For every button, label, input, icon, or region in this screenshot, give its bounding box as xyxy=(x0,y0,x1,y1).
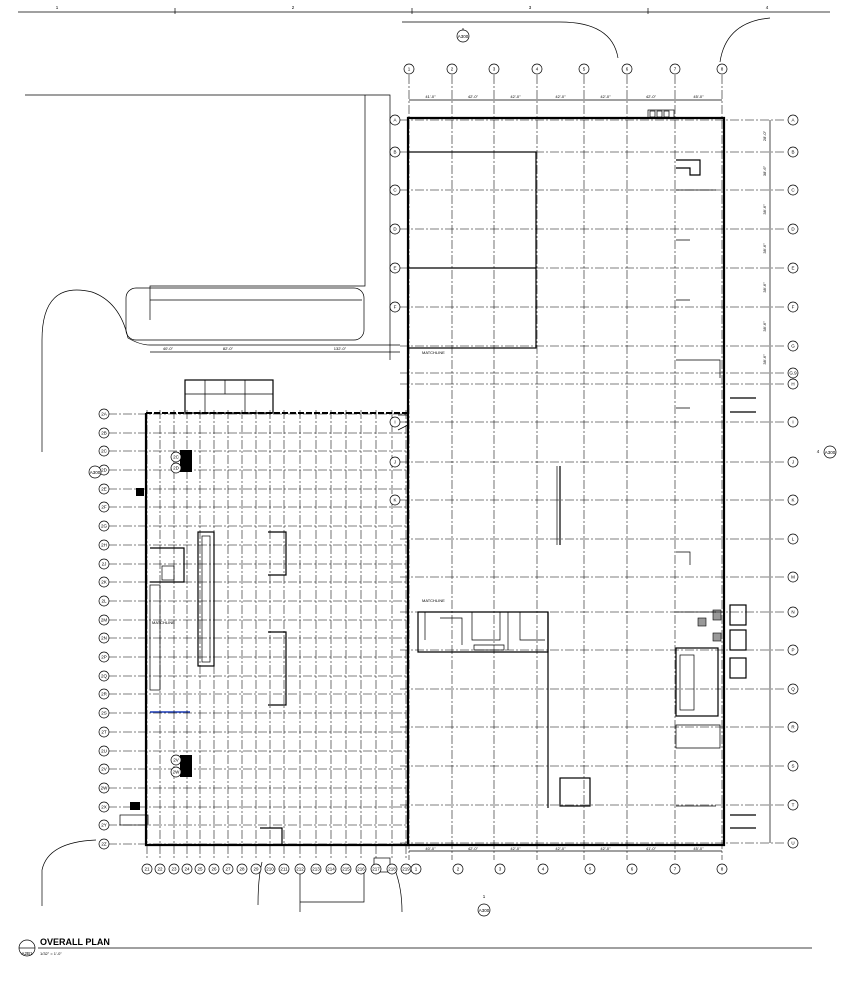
svg-text:5: 5 xyxy=(582,66,586,72)
row-bubble xyxy=(788,457,798,467)
bottom-column-bubbles xyxy=(142,864,727,874)
row-bubble xyxy=(788,115,798,125)
column-bubble xyxy=(279,864,289,874)
svg-text:219: 219 xyxy=(402,866,410,872)
svg-text:212: 212 xyxy=(296,866,304,872)
svg-text:P: P xyxy=(791,647,795,653)
svg-text:7: 7 xyxy=(673,866,677,872)
row-bubble xyxy=(99,652,109,662)
row-bubble xyxy=(788,684,798,694)
row-bubble xyxy=(390,495,400,505)
row-bubble xyxy=(788,147,798,157)
svg-text:7: 7 xyxy=(673,66,677,72)
dimension-text: 45'-0" xyxy=(693,846,704,851)
svg-text:U: U xyxy=(791,840,795,846)
svg-text:25: 25 xyxy=(197,866,203,872)
column-bubble xyxy=(311,864,321,874)
svg-text:2Q: 2Q xyxy=(100,673,108,679)
svg-text:B: B xyxy=(791,149,795,155)
svg-text:214: 214 xyxy=(327,866,335,872)
column-bubble xyxy=(326,864,336,874)
dimension-text: 41'-0" xyxy=(425,94,436,99)
svg-text:2: 2 xyxy=(450,66,454,72)
svg-text:2K: 2K xyxy=(101,579,107,585)
matchline-label: MATCHLINE xyxy=(152,620,175,625)
east-building xyxy=(408,110,756,845)
svg-text:2D: 2D xyxy=(101,467,107,473)
svg-text:Q: Q xyxy=(791,686,795,692)
row-bubble xyxy=(99,633,109,643)
west-row-bubbles xyxy=(99,409,181,849)
column-bubble xyxy=(142,864,152,874)
dimension-text: 38'-6" xyxy=(762,321,767,332)
svg-text:E: E xyxy=(791,265,795,271)
column-bubble xyxy=(489,64,499,74)
section-tag-left xyxy=(89,466,101,478)
svg-text:2T: 2T xyxy=(101,729,107,735)
svg-text:2Y: 2Y xyxy=(101,822,107,828)
dimension-text: 40'-0" xyxy=(425,846,436,851)
svg-text:T: T xyxy=(791,802,795,808)
column-bubble xyxy=(585,864,595,874)
svg-text:2: 2 xyxy=(456,866,460,872)
svg-text:M: M xyxy=(791,574,795,580)
svg-text:R: R xyxy=(791,724,795,730)
zone-label: 1 xyxy=(55,5,59,10)
svg-text:D: D xyxy=(791,226,795,232)
svg-text:K: K xyxy=(393,497,397,503)
row-bubble xyxy=(99,540,109,550)
row-bubble xyxy=(390,417,400,427)
row-bubble xyxy=(390,302,400,312)
svg-text:2N: 2N xyxy=(101,635,107,641)
svg-text:8: 8 xyxy=(720,866,724,872)
drawing-scale: 1/32" = 1'-0" xyxy=(40,951,62,956)
svg-text:2B: 2B xyxy=(101,430,107,436)
row-bubble xyxy=(99,577,109,587)
svg-text:4: 4 xyxy=(541,866,545,872)
row-bubble xyxy=(788,495,798,505)
row-bubble xyxy=(171,463,181,473)
svg-text:2A: 2A xyxy=(101,411,107,417)
row-bubble xyxy=(788,185,798,195)
row-bubble xyxy=(788,722,798,732)
svg-text:J: J xyxy=(393,459,397,465)
svg-text:J: J xyxy=(791,459,795,465)
svg-text:211: 211 xyxy=(280,866,288,872)
row-bubble xyxy=(99,783,109,793)
row-bubble xyxy=(99,428,109,438)
svg-text:23: 23 xyxy=(171,866,177,872)
row-bubble xyxy=(390,147,400,157)
svg-text:N: N xyxy=(791,609,795,615)
row-bubble xyxy=(788,341,798,351)
svg-text:A: A xyxy=(393,117,397,123)
row-bubble xyxy=(788,368,798,378)
row-bubble xyxy=(99,671,109,681)
row-bubble xyxy=(99,689,109,699)
svg-text:D: D xyxy=(393,226,397,232)
column-bubble xyxy=(717,64,727,74)
svg-text:210: 210 xyxy=(266,866,274,872)
row-bubble xyxy=(390,115,400,125)
column-bubble xyxy=(670,64,680,74)
dimension-text: 42'-0" xyxy=(555,94,566,99)
row-bubble xyxy=(390,224,400,234)
row-bubble xyxy=(171,755,181,765)
column-bubble xyxy=(387,864,397,874)
svg-text:215: 215 xyxy=(342,866,350,872)
drawing-title: OVERALL PLAN xyxy=(40,937,110,947)
svg-text:2C: 2C xyxy=(101,448,107,454)
svg-text:S: S xyxy=(791,763,795,769)
svg-text:A300: A300 xyxy=(478,908,490,913)
dimension-text: 132'-0" xyxy=(333,346,347,351)
svg-text:2G: 2G xyxy=(100,523,108,529)
dimension-text: 42'-0" xyxy=(510,846,521,851)
svg-text:I: I xyxy=(792,419,794,425)
svg-text:4: 4 xyxy=(816,449,820,454)
section-tag-top xyxy=(457,28,469,42)
east-row-bubbles xyxy=(390,115,798,848)
row-bubble xyxy=(788,838,798,848)
svg-text:2E: 2E xyxy=(101,486,107,492)
row-bubble xyxy=(99,502,109,512)
row-bubble xyxy=(788,534,798,544)
svg-text:6: 6 xyxy=(630,866,634,872)
svg-text:2X: 2X xyxy=(101,804,107,810)
column-bubble xyxy=(265,864,275,874)
dimension-text: 42'-0" xyxy=(600,846,611,851)
svg-text:6: 6 xyxy=(625,66,629,72)
dimension-text: 40'-0" xyxy=(162,346,174,351)
row-bubble xyxy=(788,379,798,389)
svg-text:2M: 2M xyxy=(100,617,108,623)
dimension-text: 42'-0" xyxy=(600,94,611,99)
row-bubble xyxy=(99,446,109,456)
svg-text:28: 28 xyxy=(239,866,245,872)
svg-text:B: B xyxy=(393,149,397,155)
column-bubble xyxy=(356,864,366,874)
row-bubble xyxy=(99,615,109,625)
row-bubble xyxy=(99,820,109,830)
svg-text:218: 218 xyxy=(388,866,396,872)
sheet-border-top xyxy=(18,5,830,14)
row-bubble xyxy=(171,767,181,777)
dimension-text: 28'-0" xyxy=(762,130,767,142)
svg-text:2W: 2W xyxy=(172,769,180,775)
svg-text:2D: 2D xyxy=(173,465,179,471)
column-bubble xyxy=(223,864,233,874)
svg-text:L: L xyxy=(791,536,795,542)
column-bubble xyxy=(622,64,632,74)
svg-text:21: 21 xyxy=(144,866,150,872)
column-bubble xyxy=(169,864,179,874)
dimension-text: 38'-6" xyxy=(762,204,767,215)
row-bubble xyxy=(788,800,798,810)
svg-text:216: 216 xyxy=(357,866,365,872)
drawing-title-block xyxy=(19,937,812,956)
svg-text:G: G xyxy=(791,343,795,349)
row-bubble xyxy=(390,263,400,273)
svg-text:8: 8 xyxy=(720,66,724,72)
zone-label: 3 xyxy=(528,5,532,10)
section-tag-right xyxy=(817,446,836,458)
dimension-strings xyxy=(150,94,770,851)
row-bubble xyxy=(99,708,109,718)
row-bubble xyxy=(99,839,109,849)
svg-text:H: H xyxy=(791,381,795,387)
svg-text:E: E xyxy=(393,265,397,271)
column-bubble xyxy=(447,64,457,74)
east-column-bubbles xyxy=(404,64,727,74)
title-tag: A2B1 xyxy=(21,951,33,956)
svg-text:A300: A300 xyxy=(824,450,836,455)
row-bubble xyxy=(99,596,109,606)
matchline-labels xyxy=(152,350,445,625)
dimension-text: 42'-0" xyxy=(510,94,521,99)
row-bubble xyxy=(788,645,798,655)
row-bubble xyxy=(171,452,181,462)
row-bubble xyxy=(788,302,798,312)
svg-text:29: 29 xyxy=(253,866,259,872)
svg-text:G.9: G.9 xyxy=(789,370,797,376)
svg-text:24: 24 xyxy=(184,866,190,872)
section-tag-bottom xyxy=(478,894,490,916)
dimension-text: 42'-0" xyxy=(467,846,479,851)
svg-text:2C: 2C xyxy=(173,454,179,460)
row-bubble xyxy=(99,802,109,812)
svg-text:1: 1 xyxy=(407,66,411,72)
column-bubble xyxy=(411,864,421,874)
svg-text:2L: 2L xyxy=(101,598,107,604)
column-bubble xyxy=(155,864,165,874)
svg-text:27: 27 xyxy=(225,866,231,872)
svg-text:2V: 2V xyxy=(101,766,107,772)
svg-text:22: 22 xyxy=(157,866,163,872)
column-bubble xyxy=(717,864,727,874)
column-bubble xyxy=(538,864,548,874)
row-bubble xyxy=(788,761,798,771)
svg-text:2P: 2P xyxy=(101,654,107,660)
dimension-text: 42'-0" xyxy=(555,846,566,851)
svg-text:I: I xyxy=(394,419,396,425)
row-bubble xyxy=(99,727,109,737)
column-bubble xyxy=(404,64,414,74)
svg-text:3: 3 xyxy=(492,66,496,72)
column-bubble xyxy=(495,864,505,874)
dimension-text: 42'-0" xyxy=(645,94,657,99)
svg-text:1: 1 xyxy=(482,894,486,899)
svg-text:A: A xyxy=(791,117,795,123)
column-bubble xyxy=(670,864,680,874)
column-bubble xyxy=(295,864,305,874)
svg-text:2V: 2V xyxy=(173,757,179,763)
svg-text:F: F xyxy=(393,304,397,310)
row-bubble xyxy=(390,185,400,195)
dimension-text: 42'-0" xyxy=(467,94,479,99)
zone-label: 4 xyxy=(765,5,769,10)
column-bubble xyxy=(341,864,351,874)
west-grid-lines xyxy=(108,410,408,860)
row-bubble xyxy=(788,417,798,427)
svg-text:213: 213 xyxy=(312,866,320,872)
svg-text:2F: 2F xyxy=(101,504,107,510)
svg-text:A300: A300 xyxy=(89,470,101,475)
column-bubble xyxy=(627,864,637,874)
svg-text:C: C xyxy=(791,187,795,193)
row-bubble xyxy=(99,764,109,774)
row-bubble xyxy=(788,263,798,273)
svg-text:3: 3 xyxy=(498,866,502,872)
row-bubble xyxy=(788,224,798,234)
row-bubble xyxy=(788,572,798,582)
column-bubble xyxy=(532,64,542,74)
zone-label: 2 xyxy=(291,5,295,10)
svg-text:K: K xyxy=(791,497,795,503)
svg-text:5: 5 xyxy=(588,866,592,872)
column-bubble xyxy=(371,864,381,874)
column-bubble xyxy=(453,864,463,874)
column-bubble xyxy=(182,864,192,874)
column-bubble xyxy=(251,864,261,874)
svg-text:2R: 2R xyxy=(101,691,107,697)
row-bubble xyxy=(99,559,109,569)
column-bubble xyxy=(579,64,589,74)
row-bubble xyxy=(99,746,109,756)
column-bubble xyxy=(209,864,219,874)
west-building xyxy=(120,380,408,872)
svg-text:2U: 2U xyxy=(101,748,107,754)
matchline-label: MATCHLINE xyxy=(422,350,445,355)
dimension-text: 41'-0" xyxy=(645,846,657,851)
row-bubble xyxy=(99,521,109,531)
column-bubble xyxy=(195,864,205,874)
svg-text:2Z: 2Z xyxy=(101,841,107,847)
svg-text:F: F xyxy=(791,304,795,310)
dimension-text: 38'-6" xyxy=(762,282,767,293)
svg-text:2J: 2J xyxy=(101,561,107,567)
svg-text:1: 1 xyxy=(414,866,418,872)
row-bubble xyxy=(390,457,400,467)
svg-text:26: 26 xyxy=(211,866,217,872)
row-bubble xyxy=(788,607,798,617)
svg-text:2H: 2H xyxy=(101,542,107,548)
column-bubble xyxy=(237,864,247,874)
dimension-text: 45'-0" xyxy=(693,94,704,99)
column-bubble xyxy=(401,864,411,874)
east-grid-lines xyxy=(400,75,786,860)
row-bubble xyxy=(99,409,109,419)
row-bubble xyxy=(99,484,109,494)
svg-text:C: C xyxy=(393,187,397,193)
dimension-text: 38'-6" xyxy=(762,243,767,254)
svg-text:2W: 2W xyxy=(100,785,108,791)
dimension-text: 38'-6" xyxy=(762,165,767,177)
matchline-label: MATCHLINE xyxy=(422,598,445,603)
svg-text:2S: 2S xyxy=(101,710,107,716)
svg-text:4: 4 xyxy=(535,66,539,72)
svg-text:217: 217 xyxy=(372,866,380,872)
dimension-text: 38'-6" xyxy=(762,354,767,365)
dimension-text: 82'-0" xyxy=(222,346,234,351)
svg-text:A300: A300 xyxy=(457,34,469,39)
